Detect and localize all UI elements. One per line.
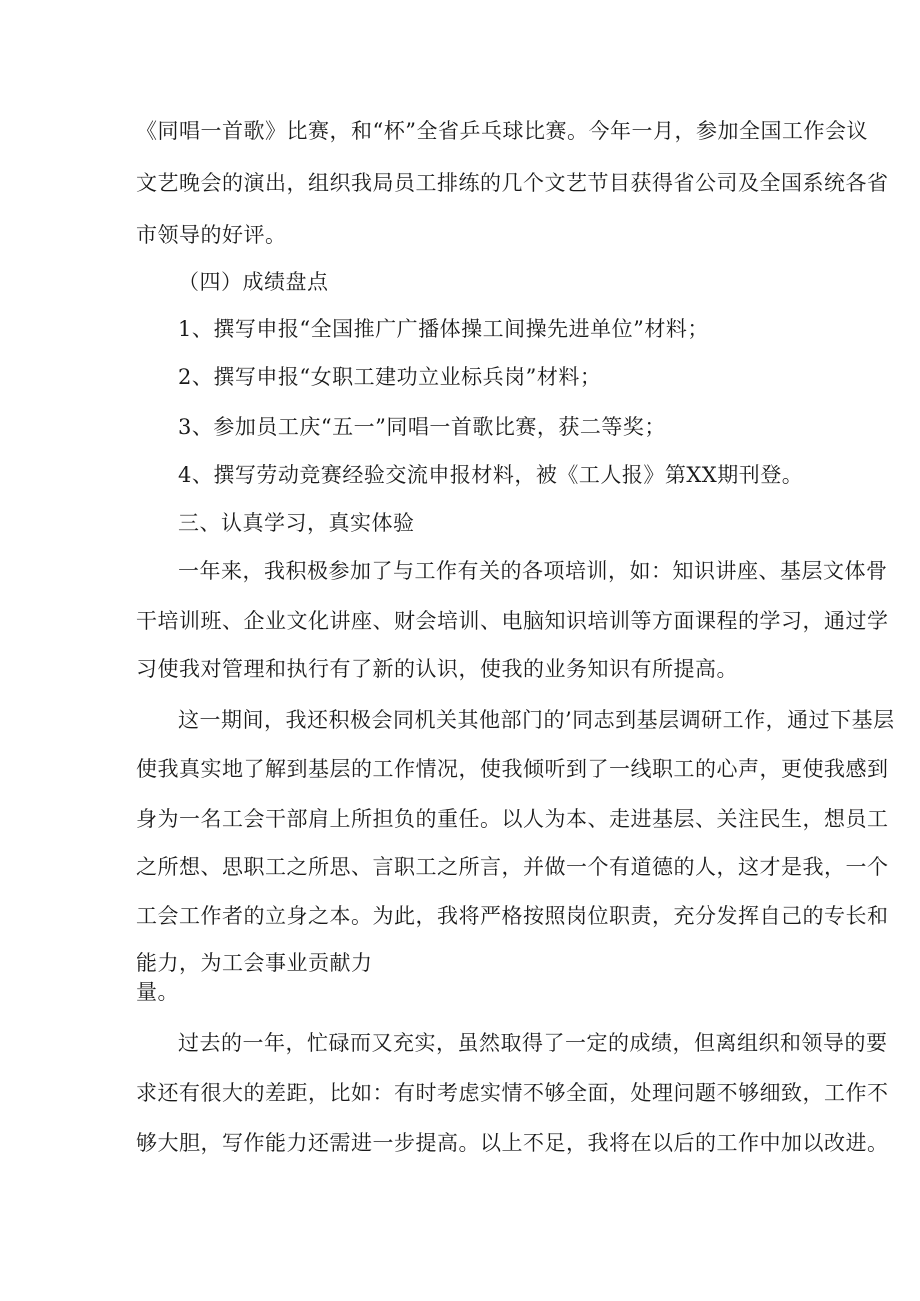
text-line-17: 工会工作者的立身之本。为此，我将严格按照岗位职责，充分发挥自己的专长和 [136,904,889,928]
text-line-2: 文艺晚会的演出，组织我局员工排练的几个文艺节目获得省公司及全国系统各省 [136,171,889,195]
list-item-2: 2、撰写申报“女职工建功立业标兵岗”材料； [178,365,602,389]
text-line-22: 够大胆，写作能力还需进一步提高。以上不足，我将在以后的工作中加以改进。 [136,1131,889,1155]
text-line-14: 使我真实地了解到基层的工作情况，使我倾听到了一线职工的心声，更使我感到 [136,757,889,781]
text-line-20: 过去的一年，忙碌而又充实，虽然取得了一定的成绩，但离组织和领导的要 [178,1031,888,1055]
text-line-21: 求还有很大的差距，比如：有时考虑实情不够全面，处理问题不够细致，工作不 [136,1081,889,1105]
text-line-16: 之所想、思职工之所思、言职工之所言，并做一个有道德的人，这才是我，一个 [136,855,889,879]
text-line-12: 习使我对管理和执行有了新的认识，使我的业务知识有所提高。 [136,657,738,681]
section-heading-achievements: （四）成绩盘点 [178,270,329,294]
text-line-15: 身为一名工会干部肩上所担负的重任。以人为本、走进基层、关注民生，想员工 [136,807,889,831]
section-heading-learning: 三、认真学习，真实体验 [178,511,415,535]
list-item-1: 1、撰写申报“全国推广广播体操工间操先进单位”材料； [178,317,709,341]
text-line-19: 量。 [136,980,179,1004]
text-line-11: 干培训班、企业文化讲座、财会培训、电脑知识培训等方面课程的学习，通过学 [136,609,889,633]
list-item-3: 3、参加员工庆“五一”同唱一首歌比赛，获二等奖； [178,415,666,439]
text-line-13: 这一期间，我还积极会同机关其他部门的’同志到基层调研工作，通过下基层 [178,708,895,732]
text-line-18: 能力，为工会事业贡献力 [136,951,373,975]
list-item-4: 4、撰写劳动竞赛经验交流申报材料，被《工人报》第XX期刊登。 [178,463,804,487]
text-line-1: 《同唱一首歌》比赛，和“杯”全省乒乓球比赛。今年一月，参加全国工作会议 [136,119,868,143]
text-line-10: 一年来，我积极参加了与工作有关的各项培训，如：知识讲座、基层文体骨 [178,559,888,583]
text-line-3: 市领导的好评。 [136,223,287,247]
